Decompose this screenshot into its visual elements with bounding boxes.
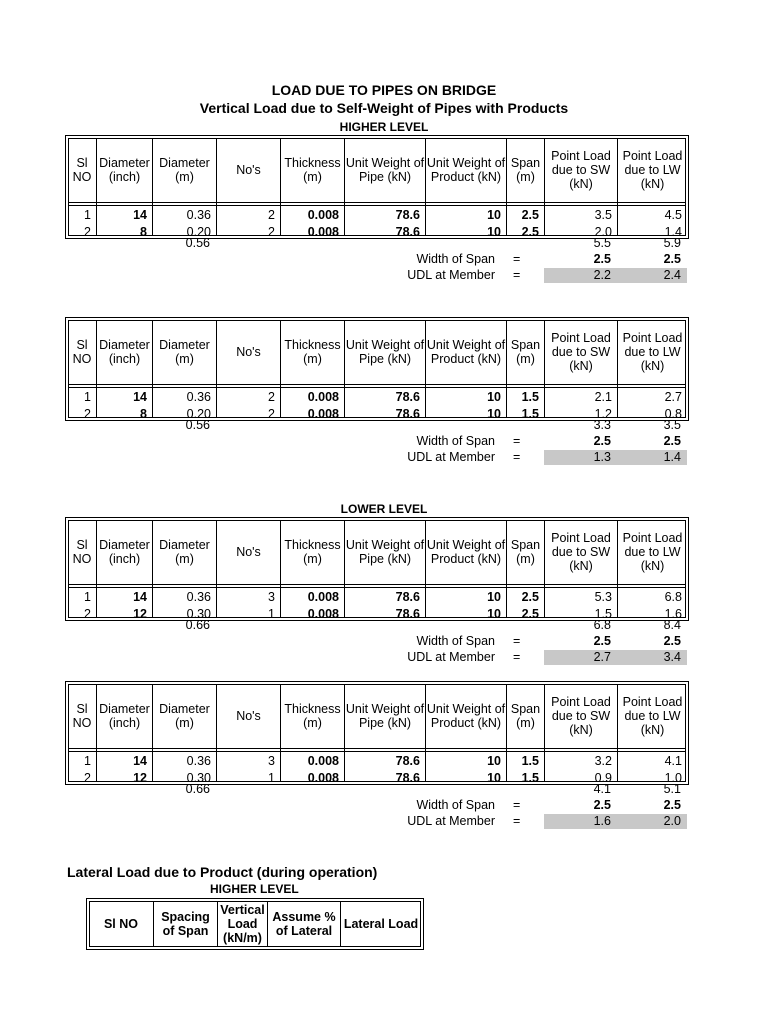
lateral-header-vertical: Vertical Load (kN/m) xyxy=(220,903,265,945)
cell-t: 0.008 xyxy=(307,590,339,604)
cell-sl: 2 xyxy=(84,771,91,785)
udl-lw: 3.4 xyxy=(663,650,681,664)
sum-point-load-lw: 5.9 xyxy=(663,236,681,250)
cell-sw: 2.1 xyxy=(594,390,612,404)
cell-sw: 3.2 xyxy=(594,754,612,768)
cell-inch: 14 xyxy=(133,754,147,768)
header-span: Span (m) xyxy=(510,538,541,566)
width-of-span-label: Width of Span xyxy=(416,798,495,812)
lateral-header-lateral: Lateral Load xyxy=(343,917,419,931)
cell-nos: 3 xyxy=(268,590,275,604)
width-of-span-lw: 2.5 xyxy=(663,252,681,266)
cell-t: 0.008 xyxy=(307,771,339,785)
udl-lw: 2.4 xyxy=(663,268,681,282)
page-subtitle: Vertical Load due to Self-Weight of Pipes with Products xyxy=(199,100,569,116)
header-sl: Sl NO xyxy=(72,338,92,366)
level-heading: LOWER LEVEL xyxy=(340,502,428,516)
header-pl-sw: Point Load due to SW (kN) xyxy=(551,531,611,573)
width-of-span-label: Width of Span xyxy=(416,434,495,448)
lateral-header-sl: Sl NO xyxy=(103,917,139,931)
cell-nos: 3 xyxy=(268,754,275,768)
cell-span: 2.5 xyxy=(521,590,539,604)
cell-lw: 1.4 xyxy=(664,225,682,239)
pipe-load-table xyxy=(65,681,689,785)
cell-uwp: 78.6 xyxy=(395,407,420,421)
cell-m: 0.20 xyxy=(186,407,211,421)
udl-sw: 1.6 xyxy=(593,814,611,828)
cell-inch: 14 xyxy=(133,390,147,404)
udl-label: UDL at Member xyxy=(407,814,495,828)
cell-span: 2.5 xyxy=(521,208,539,222)
header-dia-inch: Diameter (inch) xyxy=(99,156,150,184)
lateral-level-heading: HIGHER LEVEL xyxy=(210,882,299,896)
header-nos: No's xyxy=(236,163,261,177)
header-uw-prod: Unit Weight of Product (kN) xyxy=(426,702,506,730)
cell-sw: 0.9 xyxy=(594,771,612,785)
equals-sign: = xyxy=(513,650,521,664)
width-of-span-label: Width of Span xyxy=(416,634,495,648)
sum-point-load-lw: 8.4 xyxy=(663,618,681,632)
header-sl: Sl NO xyxy=(72,156,92,184)
header-thick: Thickness (m) xyxy=(284,338,341,366)
cell-span: 2.5 xyxy=(521,607,539,621)
udl-sw: 2.7 xyxy=(593,650,611,664)
width-of-span-sw: 2.5 xyxy=(593,434,611,448)
header-pl-lw: Point Load due to LW (kN) xyxy=(622,149,683,191)
cell-sw: 3.5 xyxy=(594,208,612,222)
cell-lw: 1.0 xyxy=(664,771,682,785)
cell-m: 0.36 xyxy=(186,590,211,604)
cell-span: 1.5 xyxy=(521,771,539,785)
sum-diameter: 0.66 xyxy=(185,782,210,796)
sum-point-load-lw: 3.5 xyxy=(663,418,681,432)
cell-uwq: 10 xyxy=(487,390,501,404)
cell-span: 1.5 xyxy=(521,754,539,768)
cell-uwp: 78.6 xyxy=(395,607,420,621)
cell-t: 0.008 xyxy=(307,208,339,222)
header-uw-pipe: Unit Weight of Pipe (kN) xyxy=(345,156,425,184)
header-uw-pipe: Unit Weight of Pipe (kN) xyxy=(345,702,425,730)
cell-sl: 2 xyxy=(84,407,91,421)
sum-diameter: 0.56 xyxy=(185,236,210,250)
cell-nos: 2 xyxy=(268,208,275,222)
sum-point-load-sw: 5.5 xyxy=(593,236,611,250)
sum-point-load-lw: 5.1 xyxy=(663,782,681,796)
cell-nos: 2 xyxy=(268,407,275,421)
width-of-span-lw: 2.5 xyxy=(663,434,681,448)
cell-uwq: 10 xyxy=(487,590,501,604)
cell-nos: 1 xyxy=(268,607,275,621)
cell-inch: 14 xyxy=(133,208,147,222)
cell-uwq: 10 xyxy=(487,225,501,239)
pipe-load-table xyxy=(65,317,689,421)
cell-uwq: 10 xyxy=(487,407,501,421)
cell-inch: 8 xyxy=(140,225,147,239)
header-span: Span (m) xyxy=(510,338,541,366)
header-uw-prod: Unit Weight of Product (kN) xyxy=(426,538,506,566)
udl-lw: 1.4 xyxy=(663,450,681,464)
cell-sl: 1 xyxy=(84,590,91,604)
header-uw-prod: Unit Weight of Product (kN) xyxy=(426,338,506,366)
udl-lw: 2.0 xyxy=(663,814,681,828)
header-dia-m: Diameter (m) xyxy=(159,538,210,566)
equals-sign: = xyxy=(513,814,521,828)
cell-nos: 1 xyxy=(268,771,275,785)
cell-lw: 0.8 xyxy=(664,407,682,421)
udl-label: UDL at Member xyxy=(407,650,495,664)
header-dia-m: Diameter (m) xyxy=(159,702,210,730)
header-sl: Sl NO xyxy=(72,702,92,730)
cell-sl: 1 xyxy=(84,390,91,404)
cell-span: 2.5 xyxy=(521,225,539,239)
cell-inch: 12 xyxy=(133,771,147,785)
cell-t: 0.008 xyxy=(307,607,339,621)
header-thick: Thickness (m) xyxy=(284,156,341,184)
header-pl-lw: Point Load due to LW (kN) xyxy=(622,531,683,573)
cell-m: 0.30 xyxy=(186,607,211,621)
header-uw-pipe: Unit Weight of Pipe (kN) xyxy=(345,338,425,366)
udl-label: UDL at Member xyxy=(407,268,495,282)
equals-sign: = xyxy=(513,252,521,266)
equals-sign: = xyxy=(513,450,521,464)
header-uw-prod: Unit Weight of Product (kN) xyxy=(426,156,506,184)
cell-uwq: 10 xyxy=(487,754,501,768)
header-span: Span (m) xyxy=(510,156,541,184)
cell-t: 0.008 xyxy=(307,390,339,404)
lateral-title: Lateral Load due to Product (during operation) xyxy=(67,864,378,880)
cell-sl: 1 xyxy=(84,754,91,768)
cell-sl: 1 xyxy=(84,208,91,222)
lateral-header-assume: Assume % of Lateral xyxy=(272,910,336,938)
lateral-header-spacing: Spacing of Span xyxy=(161,910,210,938)
cell-uwp: 78.6 xyxy=(395,390,420,404)
pipe-load-table xyxy=(65,517,689,621)
header-dia-m: Diameter (m) xyxy=(159,156,210,184)
header-thick: Thickness (m) xyxy=(284,702,341,730)
cell-sw: 1.5 xyxy=(594,607,612,621)
width-of-span-sw: 2.5 xyxy=(593,252,611,266)
header-nos: No's xyxy=(236,345,261,359)
cell-sw: 2.0 xyxy=(594,225,612,239)
header-pl-lw: Point Load due to LW (kN) xyxy=(622,331,683,373)
width-of-span-lw: 2.5 xyxy=(663,634,681,648)
pipe-load-table xyxy=(65,135,689,239)
header-nos: No's xyxy=(236,709,261,723)
equals-sign: = xyxy=(513,798,521,812)
cell-inch: 12 xyxy=(133,607,147,621)
udl-sw: 2.2 xyxy=(593,268,611,282)
cell-m: 0.36 xyxy=(186,390,211,404)
header-pl-sw: Point Load due to SW (kN) xyxy=(551,695,611,737)
cell-inch: 8 xyxy=(140,407,147,421)
cell-t: 0.008 xyxy=(307,225,339,239)
sum-diameter: 0.66 xyxy=(185,618,210,632)
cell-uwq: 10 xyxy=(487,607,501,621)
header-uw-pipe: Unit Weight of Pipe (kN) xyxy=(345,538,425,566)
cell-span: 1.5 xyxy=(521,390,539,404)
cell-t: 0.008 xyxy=(307,754,339,768)
cell-uwq: 10 xyxy=(487,771,501,785)
sum-diameter: 0.56 xyxy=(185,418,210,432)
header-dia-m: Diameter (m) xyxy=(159,338,210,366)
cell-lw: 4.1 xyxy=(664,754,682,768)
header-pl-sw: Point Load due to SW (kN) xyxy=(551,331,611,373)
equals-sign: = xyxy=(513,434,521,448)
cell-m: 0.20 xyxy=(186,225,211,239)
header-span: Span (m) xyxy=(510,702,541,730)
cell-uwp: 78.6 xyxy=(395,771,420,785)
cell-nos: 2 xyxy=(268,390,275,404)
cell-uwp: 78.6 xyxy=(395,208,420,222)
cell-uwp: 78.6 xyxy=(395,590,420,604)
udl-sw: 1.3 xyxy=(593,450,611,464)
header-pl-sw: Point Load due to SW (kN) xyxy=(551,149,611,191)
cell-inch: 14 xyxy=(133,590,147,604)
cell-lw: 4.5 xyxy=(664,208,682,222)
cell-lw: 6.8 xyxy=(664,590,682,604)
sum-point-load-sw: 4.1 xyxy=(593,782,611,796)
header-dia-inch: Diameter (inch) xyxy=(99,538,150,566)
cell-t: 0.008 xyxy=(307,407,339,421)
udl-label: UDL at Member xyxy=(407,450,495,464)
header-nos: No's xyxy=(236,545,261,559)
header-pl-lw: Point Load due to LW (kN) xyxy=(622,695,683,737)
lateral-table xyxy=(86,898,424,950)
cell-uwp: 78.6 xyxy=(395,754,420,768)
sum-point-load-sw: 3.3 xyxy=(593,418,611,432)
width-of-span-lw: 2.5 xyxy=(663,798,681,812)
header-dia-inch: Diameter (inch) xyxy=(99,702,150,730)
cell-sw: 5.3 xyxy=(594,590,612,604)
cell-lw: 1.6 xyxy=(664,607,682,621)
equals-sign: = xyxy=(513,634,521,648)
width-of-span-sw: 2.5 xyxy=(593,634,611,648)
cell-m: 0.30 xyxy=(186,771,211,785)
cell-uwq: 10 xyxy=(487,208,501,222)
cell-uwp: 78.6 xyxy=(395,225,420,239)
level-heading: HIGHER LEVEL xyxy=(339,120,429,134)
width-of-span-sw: 2.5 xyxy=(593,798,611,812)
header-sl: Sl NO xyxy=(72,538,92,566)
cell-sl: 2 xyxy=(84,607,91,621)
width-of-span-label: Width of Span xyxy=(416,252,495,266)
cell-sw: 1.2 xyxy=(594,407,612,421)
header-dia-inch: Diameter (inch) xyxy=(99,338,150,366)
cell-lw: 2.7 xyxy=(664,390,682,404)
cell-span: 1.5 xyxy=(521,407,539,421)
cell-nos: 2 xyxy=(268,225,275,239)
cell-sl: 2 xyxy=(84,225,91,239)
cell-m: 0.36 xyxy=(186,208,211,222)
header-thick: Thickness (m) xyxy=(284,538,341,566)
sum-point-load-sw: 6.8 xyxy=(593,618,611,632)
page-title: LOAD DUE TO PIPES ON BRIDGE xyxy=(271,82,497,98)
cell-m: 0.36 xyxy=(186,754,211,768)
equals-sign: = xyxy=(513,268,521,282)
